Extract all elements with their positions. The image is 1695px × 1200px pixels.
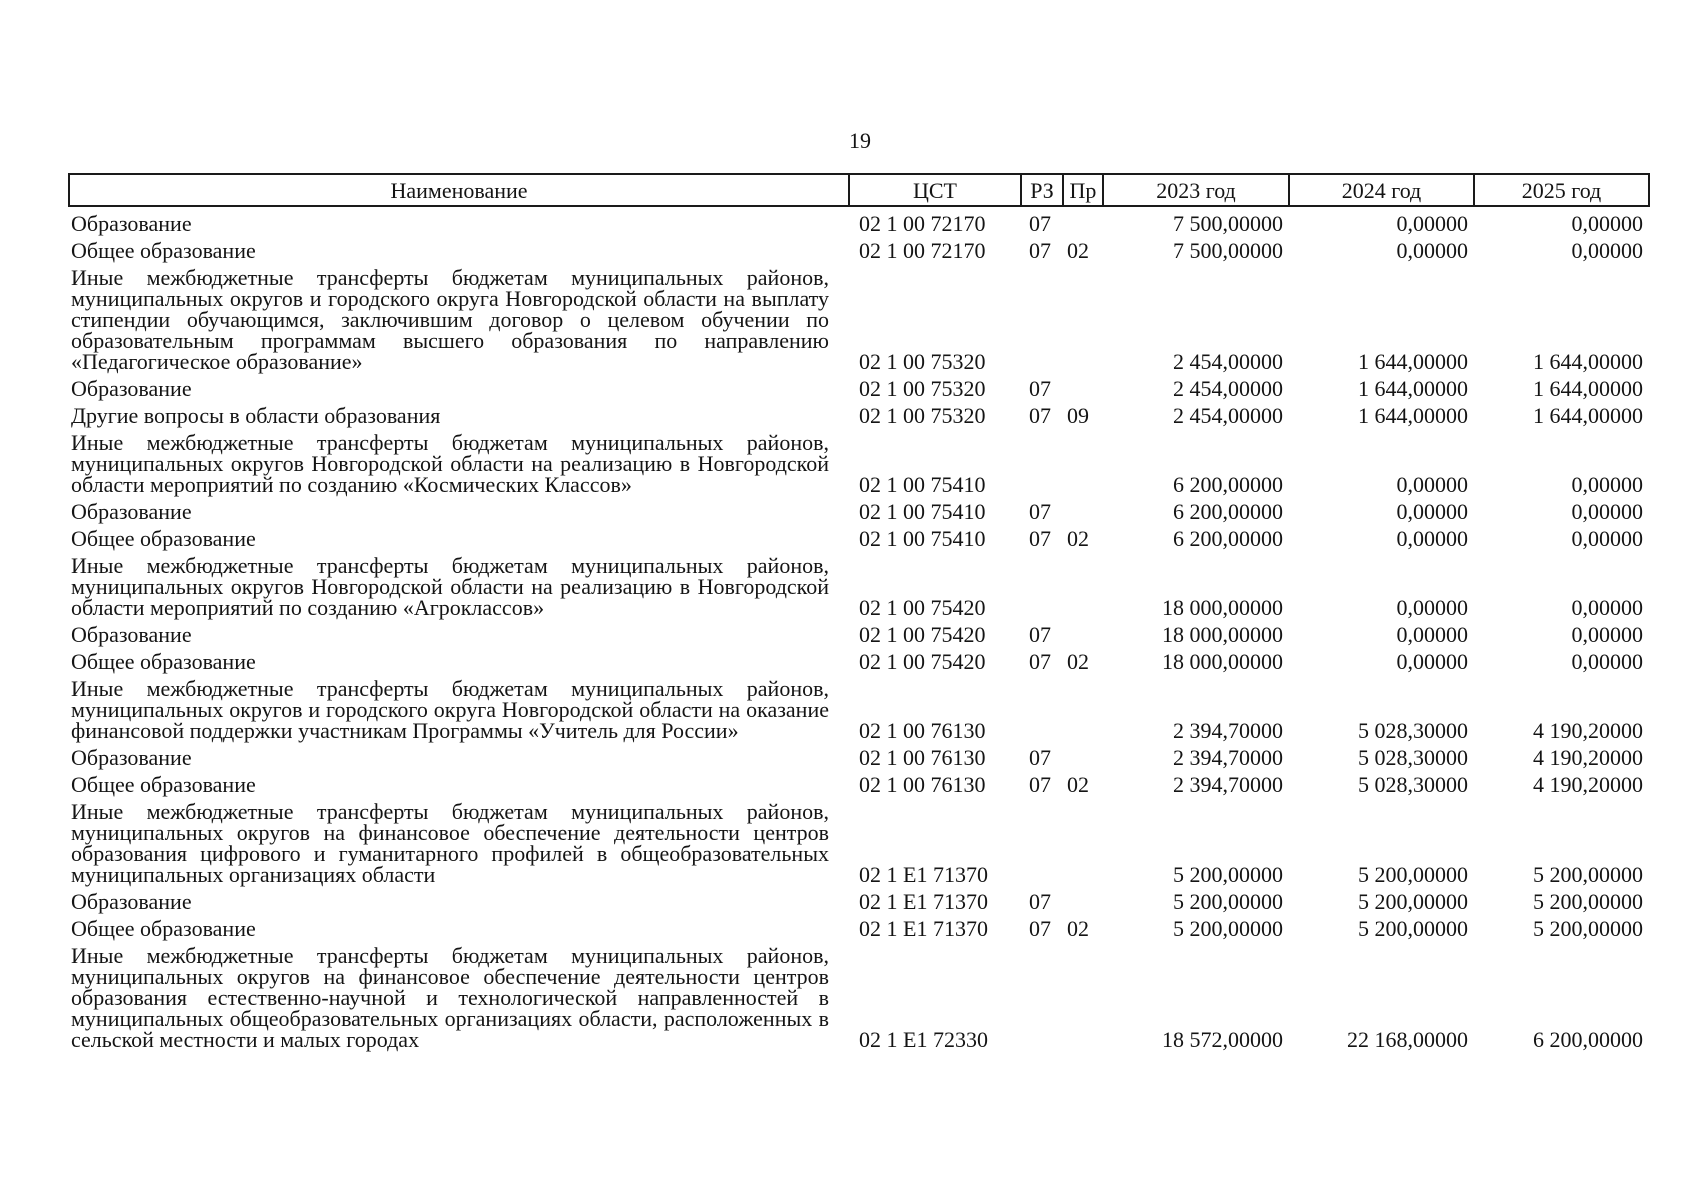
row-2023: 2 394,70000 [1173,772,1283,797]
row-cst: 02 1 00 75420 [859,622,986,647]
row-2023: 18 572,00000 [1162,1027,1283,1052]
row-cst: 02 1 00 75320 [859,403,986,428]
row-2024: 0,00000 [1396,499,1468,524]
table-row [69,889,1649,916]
row-name: Образование [71,499,192,524]
row-rz: 07 [1029,211,1051,236]
row-name: Общее образование [71,916,256,941]
row-cst: 02 1 00 75320 [859,349,986,374]
header-rz: РЗ [1021,174,1063,206]
table-row [69,376,1649,403]
table-row [69,772,1649,799]
row-2023: 18 000,00000 [1162,595,1283,620]
row-2025: 0,00000 [1571,622,1643,647]
row-name: Образование [71,376,192,401]
row-2023: 5 200,00000 [1173,916,1283,941]
row-2024: 0,00000 [1396,238,1468,263]
budget-table-container [68,173,1648,1054]
row-2023: 5 200,00000 [1173,889,1283,914]
row-2025: 0,00000 [1571,595,1643,620]
row-name: Образование [71,889,192,914]
row-pr: 02 [1067,916,1089,941]
table-header [69,174,1649,206]
row-pr [1063,430,1103,499]
row-2025: 4 190,20000 [1533,772,1643,797]
row-2023: 7 500,00000 [1173,238,1283,263]
header-2024: 2024 год [1289,174,1474,206]
table-row [69,676,1649,745]
row-name: Иные межбюджетные трансферты бюджетам муниципальных районов, муниципальных округов на финансовое обеспечение деятельности центров образования естественно-научной и технологической направленностей в муниципальных общеобразовательных организациях области, расположенных в сельской местности и малых городах [71,943,829,1052]
row-rz: 07 [1029,238,1051,263]
row-name: Образование [71,622,192,647]
row-2025: 5 200,00000 [1533,862,1643,887]
row-pr: 02 [1067,649,1089,674]
row-2025: 0,00000 [1571,499,1643,524]
row-rz [1021,943,1063,1054]
table-row [69,265,1649,376]
row-rz: 07 [1029,916,1051,941]
row-name: Общее образование [71,772,256,797]
row-pr: 09 [1067,403,1089,428]
table-row [69,745,1649,772]
row-2025: 5 200,00000 [1533,916,1643,941]
row-name: Иные межбюджетные трансферты бюджетам муниципальных районов, муниципальных округов и городского округа Новгородской области на оказание финансовой поддержки участникам Программы «Учитель для России» [71,676,829,743]
row-cst: 02 1 00 75410 [859,526,986,551]
table-row [69,649,1649,676]
row-rz [1021,676,1063,745]
row-cst: 02 1 E1 71370 [859,916,988,941]
row-2023: 18 000,00000 [1162,649,1283,674]
row-rz: 07 [1029,403,1051,428]
row-2024: 0,00000 [1396,649,1468,674]
row-2024: 5 028,30000 [1358,745,1468,770]
row-name: Другие вопросы в области образования [71,403,441,428]
budget-table [68,173,1650,1054]
row-2025: 4 190,20000 [1533,745,1643,770]
row-2023: 2 454,00000 [1173,349,1283,374]
row-cst: 02 1 00 72170 [859,211,986,236]
row-pr [1063,676,1103,745]
row-2024: 1 644,00000 [1358,349,1468,374]
row-name: Общее образование [71,526,256,551]
row-cst: 02 1 00 75420 [859,649,986,674]
table-row [69,430,1649,499]
table-row [69,553,1649,622]
row-rz [1021,430,1063,499]
row-rz: 07 [1029,526,1051,551]
row-cst: 02 1 00 76130 [859,745,986,770]
table-body [69,206,1649,1054]
row-rz [1021,553,1063,622]
table-row [69,622,1649,649]
row-cst: 02 1 E1 72330 [859,1027,988,1052]
row-pr [1063,889,1103,916]
row-2024: 5 200,00000 [1358,889,1468,914]
row-2025: 0,00000 [1571,526,1643,551]
row-cst: 02 1 00 75410 [859,472,986,497]
row-2025: 6 200,00000 [1533,1027,1643,1052]
row-2024: 0,00000 [1396,622,1468,647]
row-rz: 07 [1029,622,1051,647]
row-2024: 5 028,30000 [1358,718,1468,743]
row-cst: 02 1 00 75420 [859,595,986,620]
table-row [69,526,1649,553]
row-2023: 18 000,00000 [1162,622,1283,647]
row-2024: 0,00000 [1396,211,1468,236]
table-row [69,238,1649,265]
row-2025: 5 200,00000 [1533,889,1643,914]
row-2024: 0,00000 [1396,595,1468,620]
row-name: Образование [71,211,192,236]
row-2024: 1 644,00000 [1358,403,1468,428]
row-2023: 6 200,00000 [1173,526,1283,551]
row-2025: 0,00000 [1571,472,1643,497]
row-name: Иные межбюджетные трансферты бюджетам муниципальных районов, муниципальных округов Новгородской области на реализацию в Новгородской области мероприятий по созданию «Агроклассов» [71,553,829,620]
header-cst: ЦСТ [849,174,1021,206]
row-2024: 5 200,00000 [1358,862,1468,887]
row-cst: 02 1 00 76130 [859,772,986,797]
row-2024: 0,00000 [1396,526,1468,551]
row-pr: 02 [1067,238,1089,263]
header-2023: 2023 год [1103,174,1289,206]
row-2023: 2 454,00000 [1173,403,1283,428]
page-number: 19 [849,128,871,153]
row-2025: 0,00000 [1571,649,1643,674]
row-2023: 2 394,70000 [1173,745,1283,770]
row-pr: 02 [1067,772,1089,797]
header-name: Наименование [69,174,849,206]
row-name: Иные межбюджетные трансферты бюджетам муниципальных районов, муниципальных округов и городского округа Новгородской области на выплату стипендии обучающимся, заключившим договор о целевом обучении по образовательным программам высшего образования по направлению «Педагогическое образование» [71,265,829,374]
row-2024: 0,00000 [1396,472,1468,497]
row-2025: 1 644,00000 [1533,349,1643,374]
row-2025: 1 644,00000 [1533,376,1643,401]
row-pr [1063,745,1103,772]
row-pr [1063,943,1103,1054]
row-2024: 5 200,00000 [1358,916,1468,941]
row-rz: 07 [1029,745,1051,770]
row-2024: 1 644,00000 [1358,376,1468,401]
row-rz: 07 [1029,772,1051,797]
row-pr: 02 [1067,526,1089,551]
row-pr [1063,553,1103,622]
table-row [69,943,1649,1054]
row-cst: 02 1 E1 71370 [859,862,988,887]
row-2023: 2 394,70000 [1173,718,1283,743]
row-2023: 7 500,00000 [1173,211,1283,236]
row-cst: 02 1 00 75320 [859,376,986,401]
row-cst: 02 1 E1 71370 [859,889,988,914]
row-rz [1021,799,1063,889]
header-pr: Пр [1063,174,1103,206]
row-name: Общее образование [71,238,256,263]
row-rz: 07 [1029,376,1051,401]
table-row [69,499,1649,526]
row-2024: 22 168,00000 [1347,1027,1468,1052]
row-name: Иные межбюджетные трансферты бюджетам муниципальных районов, муниципальных округов на финансовое обеспечение деятельности центров образования цифрового и гуманитарного профилей в общеобразовательных муниципальных организациях области [71,799,829,887]
row-pr [1063,206,1103,238]
row-pr [1063,799,1103,889]
table-row [69,206,1649,238]
row-pr [1063,499,1103,526]
table-row [69,916,1649,943]
row-cst: 02 1 00 76130 [859,718,986,743]
row-2025: 4 190,20000 [1533,718,1643,743]
row-2023: 2 454,00000 [1173,376,1283,401]
header-2025: 2025 год [1474,174,1649,206]
row-pr [1063,622,1103,649]
row-rz: 07 [1029,499,1051,524]
row-rz [1021,265,1063,376]
row-2025: 0,00000 [1571,238,1643,263]
row-name: Образование [71,745,192,770]
header-row [69,174,1649,206]
row-pr [1063,376,1103,403]
row-name: Общее образование [71,649,256,674]
row-2025: 1 644,00000 [1533,403,1643,428]
row-2023: 5 200,00000 [1173,862,1283,887]
row-2025: 0,00000 [1571,211,1643,236]
row-2023: 6 200,00000 [1173,499,1283,524]
row-cst: 02 1 00 72170 [859,238,986,263]
row-cst: 02 1 00 75410 [859,499,986,524]
row-rz: 07 [1029,889,1051,914]
table-row [69,403,1649,430]
row-pr [1063,265,1103,376]
row-2024: 5 028,30000 [1358,772,1468,797]
table-row [69,799,1649,889]
row-name: Иные межбюджетные трансферты бюджетам муниципальных районов, муниципальных округов Новгородской области на реализацию в Новгородской области мероприятий по созданию «Космических Классов» [71,430,829,497]
row-rz: 07 [1029,649,1051,674]
row-2023: 6 200,00000 [1173,472,1283,497]
